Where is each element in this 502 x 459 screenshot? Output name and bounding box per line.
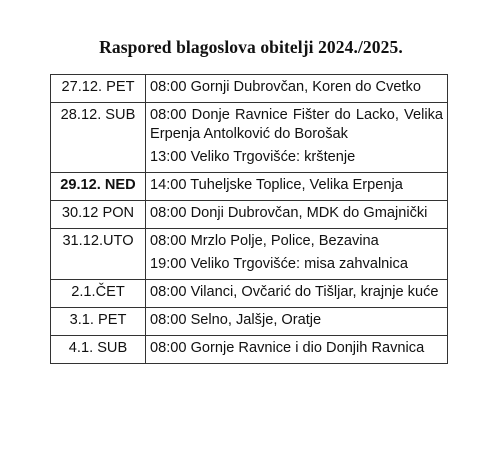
date-cell: 2.1.ČET xyxy=(51,280,146,308)
events-cell xyxy=(146,201,448,229)
date-cell: 27.12. PET xyxy=(51,75,146,103)
events-cell xyxy=(146,173,448,201)
table-row xyxy=(51,280,448,308)
event-line: 08:00 Gornje Ravnice i dio Donjih Ravnica xyxy=(150,340,425,356)
table-row xyxy=(51,229,448,280)
date-cell: 30.12 PON xyxy=(51,201,146,229)
events-cell xyxy=(146,308,448,336)
event-line: 08:00 Donji Dubrovčan, MDK do Gmajnički xyxy=(150,205,428,221)
event-line: 13:00 Veliko Trgovišće: krštenje xyxy=(150,149,356,165)
date-cell: 4.1. SUB xyxy=(51,336,146,364)
date-cell: 3.1. PET xyxy=(51,308,146,336)
events-cell xyxy=(146,103,448,173)
events-cell xyxy=(146,75,448,103)
table-row xyxy=(51,308,448,336)
table-row xyxy=(51,173,448,201)
event-line: 08:00 Gornji Dubrovčan, Koren do Cvetko xyxy=(150,79,421,95)
events-cell xyxy=(146,336,448,364)
event-line: 08:00 Mrzlo Polje, Police, Bezavina xyxy=(150,233,379,249)
event-line: 14:00 Tuheljske Toplice, Velika Erpenja xyxy=(150,177,403,193)
date-cell: 29.12. NED xyxy=(51,173,146,201)
event-line: 08:00 Donje Ravnice Fišter do Lacko, Velika Erpenja Antolković do Borošak xyxy=(150,107,443,142)
events-cell xyxy=(146,229,448,280)
table-row xyxy=(51,336,448,364)
event-line: 08:00 Selno, Jalšje, Oratje xyxy=(150,312,322,328)
date-cell: 31.12.UTO xyxy=(51,229,146,280)
table-row xyxy=(51,103,448,173)
event-line: 08:00 Vilanci, Ovčarić do Tišljar, krajnje kuće xyxy=(150,284,439,300)
table-row xyxy=(51,201,448,229)
event-line: 19:00 Veliko Trgovišće: misa zahvalnica xyxy=(150,256,408,272)
table-row xyxy=(51,75,448,103)
schedule-table xyxy=(50,74,448,364)
page-title: Raspored blagoslova obitelji 2024./2025. xyxy=(99,37,403,57)
date-cell: 28.12. SUB xyxy=(51,103,146,173)
events-cell xyxy=(146,280,448,308)
